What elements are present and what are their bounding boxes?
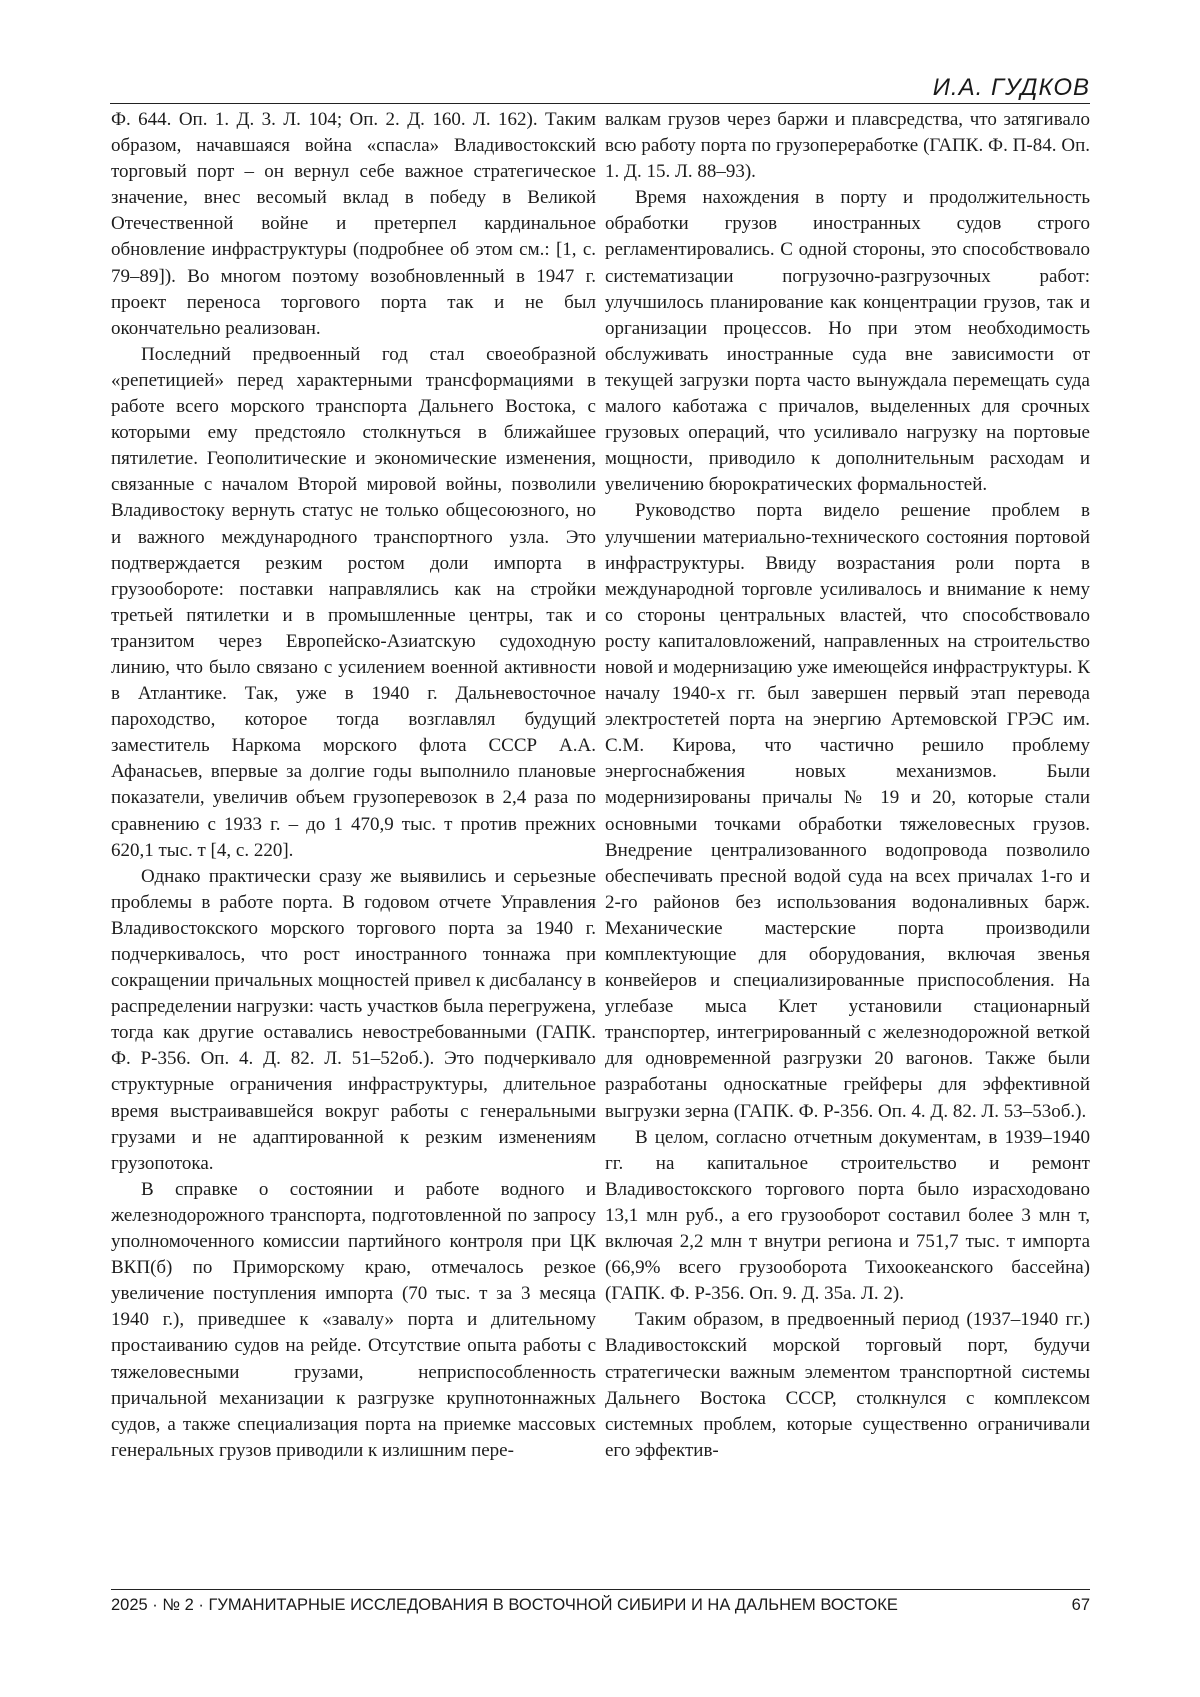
left-column (111, 107, 596, 1464)
paragraph: В справке о состоянии и работе водного и железнодорожного транспорта, подготовленной по запросу уполномоченного комиссии партийного контроля при ЦК ВКП(б) по Приморскому краю, отмечалось резкое увеличение поступления импорта (70 тыс. т за 3 месяца 1940 г.), приведшее к «завалу» порта и длительному простаиванию судов на рейде. Отсутствие опыта работы с тяжеловесными грузами, неприспособленность причальной механизации к разгрузке крупнотоннажных судов, а также специализация порта на приемке массовых генеральных грузов приводили к излишним пере- (111, 1178, 596, 1461)
paragraph: Таким образом, в предвоенный период (1937–1940 гг.) Владивостокский морской торговый порт, будучи стратегически важным элементом транспортной системы Дальнего Востока СССР, столкнулся с комплексом системных проблем, которые существенно ограничивали его эффектив- (605, 1309, 1090, 1461)
paragraph: Последний предвоенный год стал своеобразной «репетицией» перед характерными трансформациями в работе всего морского транспорта Дальнего Востока, с которыми ему предстояло столкнуться в ближайшее пятилетие. Геополитические и экономические изменения, связанные с началом Второй мировой войны, позволили Владивостоку вернуть статус не только общесоюзного, но и важного международного транспортного узла. Это подтверждается резким ростом доли импорта в грузообороте: поставки направлялись как на стройки третьей пятилетки и в промышленные центры, так и транзитом через Европейско-Азиатскую судоходную линию, что было связано с усилением военной активности в Атлантике. Так, уже в 1940 г. Дальневосточное пароходство, которое тогда возглавлял будущий заместитель Наркома морского флота СССР А.А. Афанасьев, впервые за долгие годы выполнило плановые показатели, увеличив объем грузоперевозок в 2,4 раза по сравнению с 1933 г. – до 1 470,9 тыс. т против прежних 620,1 тыс. т [4, с. 220]. (111, 343, 596, 861)
paragraph: Руководство порта видело решение проблем в улучшении материально-технического состояния портовой инфраструктуры. Ввиду возрастания роли порта в международной торговле усиливалось и внимание к нему со стороны центральных властей, что способствовало росту капиталовложений, направленных на строительство новой и модернизацию уже имеющейся инфраструктуры. К началу 1940-х гг. был завершен первый этап перевода электростетей порта на энергию Артемовской ГРЭС им. С.М. Кирова, что частично решило проблему энергоснабжения новых механизмов. Были модернизированы причалы № 19 и 20, которые стали основными точками обработки тяжеловесных грузов. Внедрение централизованного водопровода позволило обеспечивать пресной водой суда на всех причалах 1-го и 2-го районов без использования водоналивных барж. Механические мастерские порта производили комплектующие для оборудования, включая звенья конвейеров и специализированные приспособления. На углебазе мыса Клет установили стационарный транспортер, интегрированный с железнодорожной веткой для одновременной разгрузки 20 вагонов. Также были разработаны односкатные грейферы для эффективной выгрузки зерна (ГАПК. Ф. Р-356. Оп. 4. Д. 82. Л. 53–53об.). (605, 500, 1090, 1122)
paragraph: валкам грузов через баржи и плавсредства, что затягивало всю работу порта по грузопереработке (ГАПК. Ф. П-84. Оп. 1. Д. 15. Л. 88–93). (605, 109, 1090, 183)
right-column (605, 107, 1090, 1464)
paragraph: Ф. 644. Оп. 1. Д. 3. Л. 104; Оп. 2. Д. 160. Л. 162). Таким образом, начавшаяся война «спасла» Владивостокский торговый порт – он вернул себе важное стратегическое значение, внес весомый вклад в победу в Великой Отечественной войне и претерпел кардинальное обновление инфраструктуры (подробнее об этом см.: [1, с. 79–89]). Во многом поэтому возобновленный в 1947 г. проект переноса торгового порта так и не был окончательно реализован. (111, 109, 596, 339)
paragraph: Однако практически сразу же выявились и серьезные проблемы в работе порта. В годовом отчете Управления Владивостокского морского торгового порта за 1940 г. подчеркивалось, что рост иностранного тоннажа при сокращении причальных мощностей привел к дисбалансу в распределении нагрузки: часть участков была перегружена, тогда как другие оставались невостребованными (ГАПК. Ф. Р-356. Оп. 4. Д. 82. Л. 51–52об.). Это подчеркивало структурные ограничения инфраструктуры, длительное время выстраивавшейся вокруг работы с генеральными грузами и не адаптированной к резким изменениям грузопотока. (111, 865, 596, 1174)
page-number: 67 (1071, 1596, 1090, 1614)
running-head-author: И.А. ГУДКОВ (932, 74, 1090, 101)
page-footer (111, 1589, 1090, 1615)
paragraph: Время нахождения в порту и продолжительность обработки грузов иностранных судов строго регламентировались. С одной стороны, это способствовало систематизации погрузочно-разгрузочных работ: улучшилось планирование как концентрации грузов, так и организации процессов. Но при этом необходимость обслуживать иностранные суда вне зависимости от текущей загрузки порта часто вынуждала перемещать суда малого каботажа с причалов, выделенных для срочных грузовых операций, что усиливало нагрузку на портовые мощности, приводило к дополнительным расходам и увеличению бюрократических формальностей. (605, 187, 1090, 496)
journal-title: 2025 · № 2 · ГУМАНИТАРНЫЕ ИССЛЕДОВАНИЯ В ВОСТОЧНОЙ СИБИРИ И НА ДАЛЬНЕМ ВОСТОКЕ (111, 1596, 898, 1614)
header-rule (110, 103, 1090, 104)
paragraph: В целом, согласно отчетным документам, в 1939–1940 гг. на капитальное строительство и ремонт Владивостокского торгового порта было израсходовано 13,1 млн руб., а его грузооборот составил более 3 млн т, включая 2,2 млн т внутри региона и 751,7 тыс. т импорта (66,9% всего грузооборота Тихоокеанского бассейна) (ГАПК. Ф. Р-356. Оп. 9. Д. 35а. Л. 2). (605, 1126, 1090, 1305)
